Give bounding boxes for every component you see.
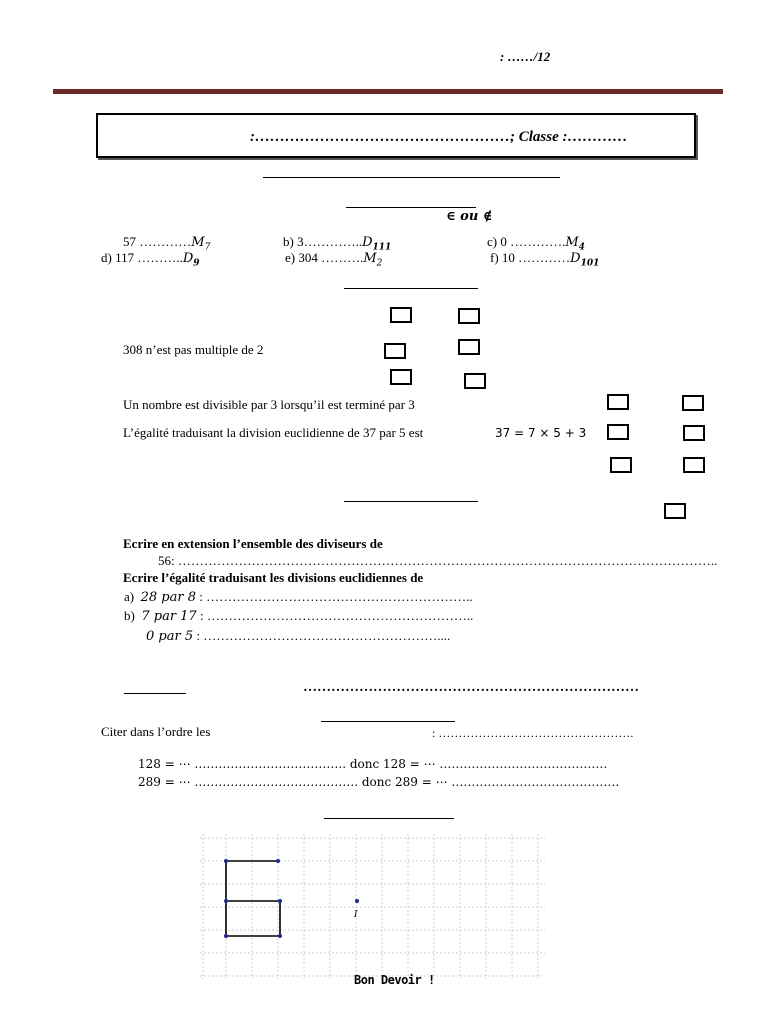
checkbox[interactable] (458, 339, 480, 355)
grid-figure (200, 834, 545, 979)
statement-3: L’égalité traduisant la division euclidienne de 37 par 5 est (123, 425, 424, 440)
exercise4-title-line (124, 693, 186, 694)
exercise4-sub-line (321, 721, 455, 722)
checkbox[interactable] (683, 425, 705, 441)
ex1-item-b: b) $3\dots\dots\dots\dots..D_{111}$ (283, 234, 392, 253)
checkbox[interactable] (683, 457, 705, 473)
score: : ……/12 (500, 49, 551, 64)
name-class-line: :……………………………………………; Classe :………… (250, 129, 628, 145)
grid-lines (200, 834, 545, 979)
title-underline (263, 177, 560, 178)
student-info-box (96, 113, 696, 158)
ex3-item-a: a) 28 par 8 : …………………………………………………….. (124, 589, 473, 605)
ex1-item-a: 57 $\dots\dots\dots\dots M_7$ (123, 234, 211, 253)
ex3-line3: Ecrire l’égalité traduisant les divisions euclidiennes de (123, 570, 424, 585)
checkbox[interactable] (607, 424, 629, 440)
checkbox[interactable] (464, 373, 486, 389)
checkbox[interactable] (458, 308, 480, 324)
figure-shape (226, 861, 280, 936)
footer-text: Bon Devoir ! (354, 973, 435, 987)
ex3-line1: Ecrire en extension l’ensemble des diviseurs de (123, 536, 383, 551)
statement-2: Un nombre est divisible par 3 lorsqu’il est terminé par 3 (123, 397, 415, 412)
ex4-title-blank: ……………………………………………………………… (303, 680, 639, 695)
statement-1: 308 n’est pas multiple de 2 (123, 342, 264, 357)
ex4-answer-dots: : …………………………………………. (432, 726, 634, 740)
checkbox[interactable] (384, 343, 406, 359)
figure-vertices (224, 859, 359, 938)
checkbox[interactable] (390, 307, 412, 323)
ex1-item-c: c) 0 $\dots\dots\dots\dots.M_4$ (487, 234, 585, 253)
euclid-equation: 37 = 7 × 5 + 3 (495, 426, 587, 440)
ex4-prompt: Citer dans l’ordre les (101, 724, 211, 739)
point-i-label: I (354, 910, 358, 920)
ex4-row1: 128 = ⋯ ……………………………….. donc 128 = ⋯ …………………………………… (138, 757, 608, 771)
checkbox[interactable] (607, 394, 629, 410)
ex3-item-b: b) 7 par 17 : …………………………………………………….. (124, 608, 474, 624)
exercise2-title-line (344, 288, 478, 289)
header-divider (53, 89, 723, 94)
ex1-item-d: d) 117 $\dots\dots\dots..D_9$ (101, 250, 200, 269)
ex3-line2: 56: …………………………………………………………………………………………………………….. (158, 553, 718, 568)
exercise1-title-line (346, 207, 476, 208)
ex1-item-f: f) 10 $\dots\dots\dots\dots D_{101}$ (490, 250, 600, 269)
checkbox[interactable] (682, 395, 704, 411)
exercise3-title-line (344, 501, 478, 502)
ex4-row2: 289 = ⋯ ………………………………….. donc 289 = ⋯ …………………………………… (138, 775, 620, 789)
exercise5-title-line (324, 818, 454, 819)
checkbox[interactable] (664, 503, 686, 519)
checkbox[interactable] (390, 369, 412, 385)
ex3-item-c: 0 par 5 : ……………………………………………….... (146, 628, 451, 644)
checkbox[interactable] (610, 457, 632, 473)
exercise1-instruction: ∈ ou ∉ (446, 209, 493, 224)
ex1-item-e: e) 304 $\dots\dots\dots.M_2$ (285, 250, 383, 269)
point-i (355, 899, 359, 903)
